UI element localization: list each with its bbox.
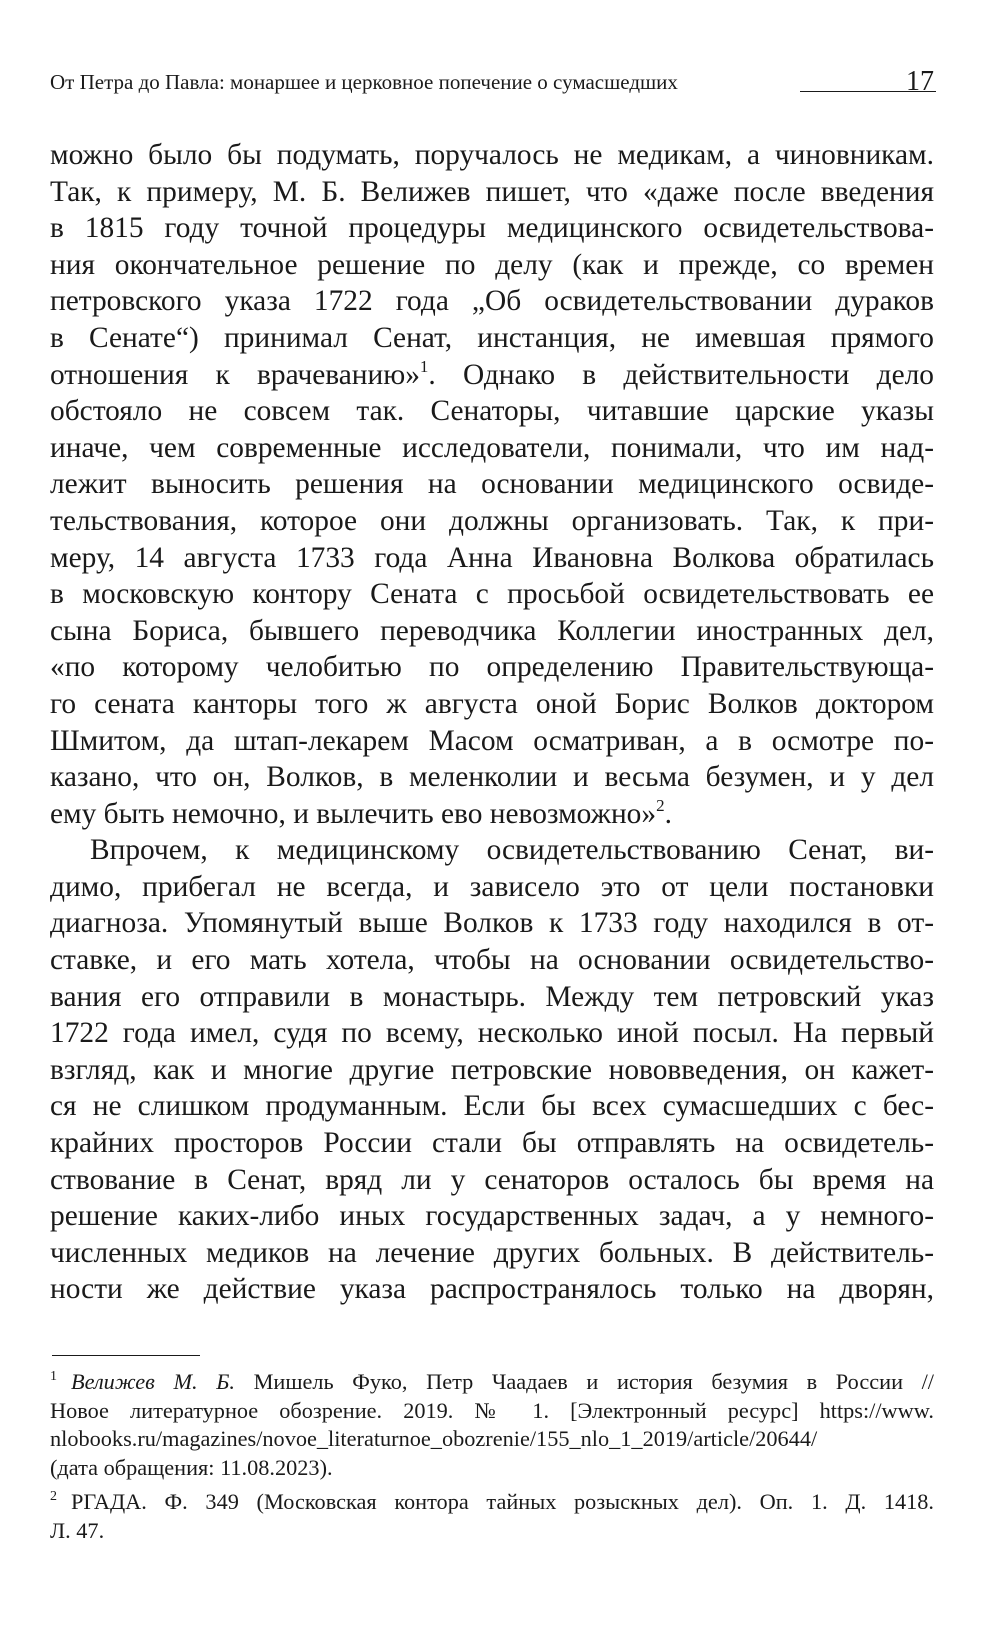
text-line-content: отношения к врачеванию»	[50, 358, 420, 391]
text-line-content: решение каких-либо иных государственных задач, а у немного-	[50, 1200, 934, 1233]
text-line	[50, 942, 934, 979]
text-line-content: Впрочем, к медицинскому освидетельствованию Сенат, ви-	[90, 834, 934, 867]
text-line-content: димо, прибегал не всегда, и зависело это от цели постановки	[50, 870, 934, 903]
text-line-content: вания его отправили в монастырь. Между тем петровский указ	[50, 980, 934, 1013]
footnote-text: РГАДА. Ф. 349 (Московская контора тайных розыскных дел). Оп. 1. Д. 1418.	[71, 1489, 934, 1514]
text-line	[50, 1162, 934, 1199]
text-line	[50, 247, 934, 284]
footnote-number: 2	[50, 1489, 57, 1504]
text-line-content: Шмитом, да штап-лекарем Масом осматриван, а в осмотре по-	[50, 724, 934, 757]
text-line-content: в Сенате“) принимал Сенат, инстанция, не имевшая прямого	[50, 321, 934, 354]
footnote-line	[50, 1488, 934, 1517]
text-line	[50, 1125, 934, 1162]
text-line-content: можно было бы подумать, поручалось не медикам, а чиновникам.	[50, 139, 934, 171]
text-line	[50, 1235, 934, 1272]
text-line-content: меру, 14 августа 1733 года Анна Ивановна Волкова обратилась	[50, 541, 934, 574]
footnote-text: nlobooks.ru/magazines/novoe_literaturnoe_obozrenie/155_nlo_1_2019/article/20644/	[50, 1426, 818, 1451]
text-line-content: ставке, и его мать хотела, чтобы на основании освидетельство-	[50, 944, 934, 977]
page-number: 17	[906, 66, 934, 97]
text-line	[50, 1088, 934, 1125]
text-line	[50, 832, 934, 869]
text-line-continuation: . Однако в действительности дело	[428, 358, 934, 391]
footnote-text: Мишель Фуко, Петр Чаадаев и история безумия в России //	[234, 1369, 934, 1394]
footnotes	[50, 1368, 934, 1545]
text-line-content: ему быть немочно, и вылечить ево невозможно»	[50, 797, 657, 830]
text-line	[50, 1271, 934, 1308]
text-line	[50, 1198, 934, 1235]
text-line-content: тельствования, которое они должны организовать. Так, к при-	[50, 504, 934, 537]
text-line	[50, 905, 934, 942]
text-line	[50, 430, 934, 467]
main-text	[50, 137, 934, 1308]
footnote-rule	[52, 1355, 200, 1356]
text-line	[50, 759, 934, 796]
text-line-content: ности же действие указа распространялось только на дворян,	[50, 1273, 934, 1306]
text-line-content: численных медиков на лечение других больных. В действитель-	[50, 1236, 934, 1269]
text-line-content: иначе, чем современные исследователи, понимали, что им над-	[50, 431, 934, 464]
text-line-content: лежит выносить решения на основании медицинского освиде-	[50, 468, 934, 501]
text-line	[50, 686, 934, 723]
text-line	[50, 796, 934, 833]
text-line-content: ния окончательное решение по делу (как и прежде, со времен	[50, 248, 934, 281]
text-line-content: петровского указа 1722 года „Об освидетельствовании дураков	[50, 285, 934, 318]
text-line	[50, 357, 934, 394]
footnote-line	[50, 1397, 934, 1426]
text-line	[50, 283, 934, 320]
text-line	[50, 210, 934, 247]
text-line	[50, 466, 934, 503]
text-line	[50, 320, 934, 357]
text-line-content: сына Бориса, бывшего переводчика Коллегии иностранных дел,	[50, 614, 934, 647]
footnote-line	[50, 1517, 934, 1546]
text-line	[50, 1015, 934, 1052]
footnote-text: Новое литературное обозрение. 2019. № 1. [Электронный ресурс] https://www.	[50, 1397, 934, 1423]
text-line	[50, 723, 934, 760]
text-line-content: го сената канторы того ж августа оной Борис Волков доктором	[50, 687, 934, 720]
footnote-line	[50, 1425, 934, 1454]
text-line-content: в московскую контору Сената с просьбой освидетельствовать ее	[50, 578, 934, 611]
footnote-text: (дата обращения: 11.08.2023).	[50, 1454, 333, 1480]
text-line-content: «по которому челобитью по определению Правительствующа-	[50, 651, 934, 684]
footnote-number: 1	[50, 1369, 57, 1384]
running-header	[50, 66, 934, 110]
text-line	[50, 979, 934, 1016]
text-line	[50, 174, 934, 211]
text-line	[50, 649, 934, 686]
text-line-content: в 1815 году точной процедуры медицинского освидетельствова-	[50, 212, 934, 245]
text-line	[50, 137, 934, 174]
text-line	[50, 540, 934, 577]
text-line	[50, 576, 934, 613]
text-line	[50, 869, 934, 906]
text-line-content: 1722 года имел, судя по всему, несколько иной посыл. На первый	[50, 1017, 934, 1050]
footnote-reference[interactable]: 1	[419, 356, 429, 376]
text-line-content: казано, что он, Волков, в меленколии и весьма безумен, и у дел	[50, 761, 934, 794]
text-line-content: диагноза. Упомянутый выше Волков к 1733 году находился в от-	[50, 907, 934, 940]
footnote-reference[interactable]: 2	[656, 795, 665, 815]
footnote-line	[50, 1368, 934, 1397]
footnote-text: Л. 47.	[50, 1517, 105, 1543]
footnote-line	[50, 1454, 934, 1483]
text-line	[50, 503, 934, 540]
text-line	[50, 393, 934, 430]
text-line-content: взгляд, как и многие другие петровские нововведения, он кажет-	[50, 1053, 934, 1086]
text-line	[50, 613, 934, 650]
text-line-content: обстояло не совсем так. Сенаторы, читавшие царские указы	[50, 395, 934, 428]
text-line-content: ствование в Сенат, вряд ли у сенаторов осталось бы время на	[50, 1163, 934, 1196]
running-title: От Петра до Павла: монаршее и церковное попечение о сумасшедших	[50, 70, 678, 94]
text-line-content: Так, к примеру, М. Б. Велижев пишет, что «даже после введения	[50, 175, 934, 208]
text-line-continuation: .	[664, 797, 672, 830]
text-line	[50, 1052, 934, 1089]
text-line-content: крайних просторов России стали бы отправлять на освидетель-	[50, 1127, 934, 1160]
text-line-content: ся не слишком продуманным. Если бы всех сумасшедших с бес-	[50, 1090, 934, 1123]
footnote-author: Велижев М. Б.	[71, 1369, 235, 1394]
